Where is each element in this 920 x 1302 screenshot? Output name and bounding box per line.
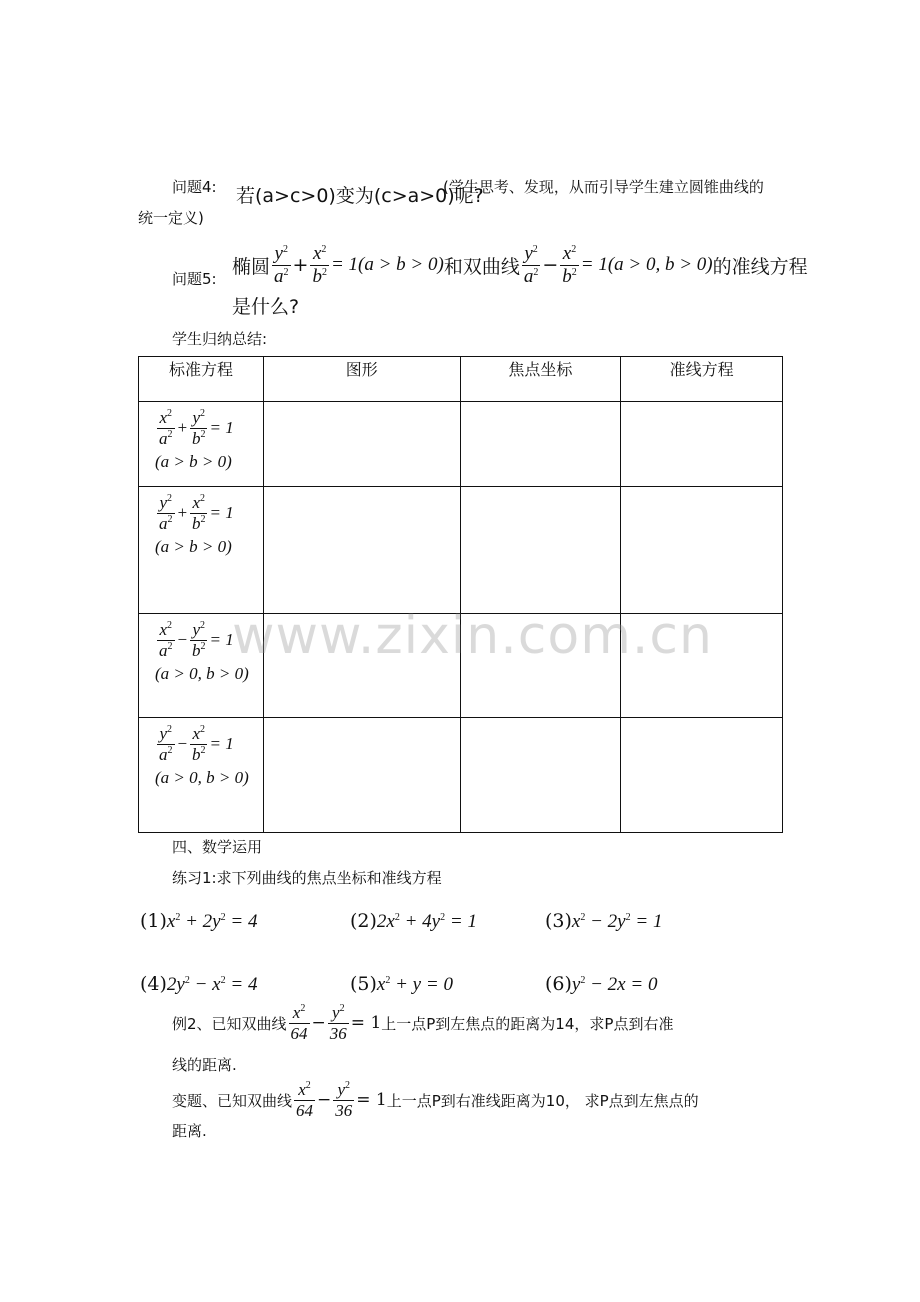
- header-graph: 图形: [263, 357, 460, 402]
- equation-cell: $\frac{y^2}{a^2}$ − $\frac{x^2}{b^2}$ = 1 (a > 0, b > 0): [139, 718, 264, 833]
- minus-sign: −: [542, 254, 559, 277]
- q5-equation-line: [232, 243, 808, 288]
- table-row: [139, 718, 783, 833]
- exercise-4: $(4)2y^2 - x^2 = 4$: [140, 973, 258, 995]
- header-directrix-equation: 准线方程: [621, 357, 783, 402]
- exercise-3: $(3)x^2 - 2y^2 = 1$: [545, 910, 663, 932]
- watermark: www.zixin.com.cn: [232, 606, 713, 666]
- equation-cell: $\frac{x^2}{a^2}$ − $\frac{y^2}{b^2}$ = 1 (a > 0, b > 0): [139, 614, 264, 718]
- directrix-cell: [621, 718, 783, 833]
- fraction: $\frac{x^2}{b^2}$: [312, 243, 327, 287]
- header-focus-coordinates: 焦点坐标: [460, 357, 621, 402]
- graph-cell: [263, 718, 460, 833]
- exercise1-title: 练习1:求下列曲线的焦点坐标和准线方程: [172, 869, 442, 887]
- table-row: [139, 402, 783, 487]
- q5-tail: 的准线方程: [712, 255, 808, 278]
- q5-label: 问题5:: [172, 270, 217, 288]
- graph-cell: [263, 402, 460, 487]
- table-header-row: [139, 357, 783, 402]
- exercise-6: $(6)y^2 - 2x = 0$: [545, 973, 658, 995]
- variant-line2: 距离.: [172, 1122, 207, 1140]
- q5-ellipse-word: 椭圆: [232, 255, 271, 278]
- q5-line2: 是什么?: [232, 296, 300, 318]
- summary-title: 学生归纳总结:: [172, 330, 268, 348]
- equation-cell: $\frac{x^2}{a^2}$ + $\frac{y^2}{b^2}$ = 1 (a > b > 0): [139, 402, 264, 487]
- fraction: $\frac{x^2}{b^2}$: [562, 243, 577, 287]
- section-heading: 四、数学运用: [172, 838, 263, 856]
- example2-line2: 线的距离.: [172, 1056, 237, 1074]
- graph-cell: [263, 487, 460, 614]
- plus-sign: +: [292, 254, 309, 277]
- q5-hyperbola-condition: = 1(a > 0, b > 0): [580, 254, 713, 276]
- condition: (a > b > 0): [155, 537, 232, 557]
- q4-label: 问题4:: [172, 178, 217, 196]
- focus-cell: [460, 487, 621, 614]
- focus-cell: [460, 402, 621, 487]
- directrix-cell: [621, 487, 783, 614]
- condition: (a > 0, b > 0): [155, 768, 249, 788]
- directrix-cell: [621, 402, 783, 487]
- fraction: $\frac{y^2}{a^2}$: [523, 243, 539, 287]
- focus-cell: [460, 718, 621, 833]
- summary-table: [138, 356, 783, 833]
- exercise-2: $(2)2x^2 + 4y^2 = 1$: [350, 910, 477, 932]
- header-standard-equation: 标准方程: [139, 357, 264, 402]
- q4-note-line2: 统一定义): [138, 209, 204, 227]
- variant-line1: 变题、已知双曲线 $\frac{x^2}{64}$ − $\frac{y^2}{36}$ = 1 上一点P到右准线距离为10， 求P点到左焦点的: [172, 1080, 699, 1120]
- example2-line1: 例2、已知双曲线 $\frac{x^2}{64}$ − $\frac{y^2}{36}$ = 1 上一点P到左焦点的距离为14，求P点到右准: [172, 1003, 674, 1043]
- q4-note-line1: (学生思考、发现，从而引导学生建立圆锥曲线的: [443, 178, 764, 196]
- q4-text: 若(a>c>0)变为(c>a>0)呢?: [236, 185, 484, 207]
- q5-and-hyperbola: 和双曲线: [443, 255, 520, 278]
- condition: (a > 0, b > 0): [155, 664, 249, 684]
- exercise-5: $(5)x^2 + y = 0$: [350, 973, 453, 995]
- equation-cell: $\frac{y^2}{a^2}$ + $\frac{x^2}{b^2}$ = 1 (a > b > 0): [139, 487, 264, 614]
- fraction: $\frac{y^2}{a^2}$: [274, 243, 289, 287]
- q5-ellipse-condition: = 1(a > b > 0): [330, 254, 444, 276]
- condition: (a > b > 0): [155, 452, 232, 472]
- exercise-1: $(1)x^2 + 2y^2 = 4$: [140, 910, 258, 932]
- table-row: [139, 487, 783, 614]
